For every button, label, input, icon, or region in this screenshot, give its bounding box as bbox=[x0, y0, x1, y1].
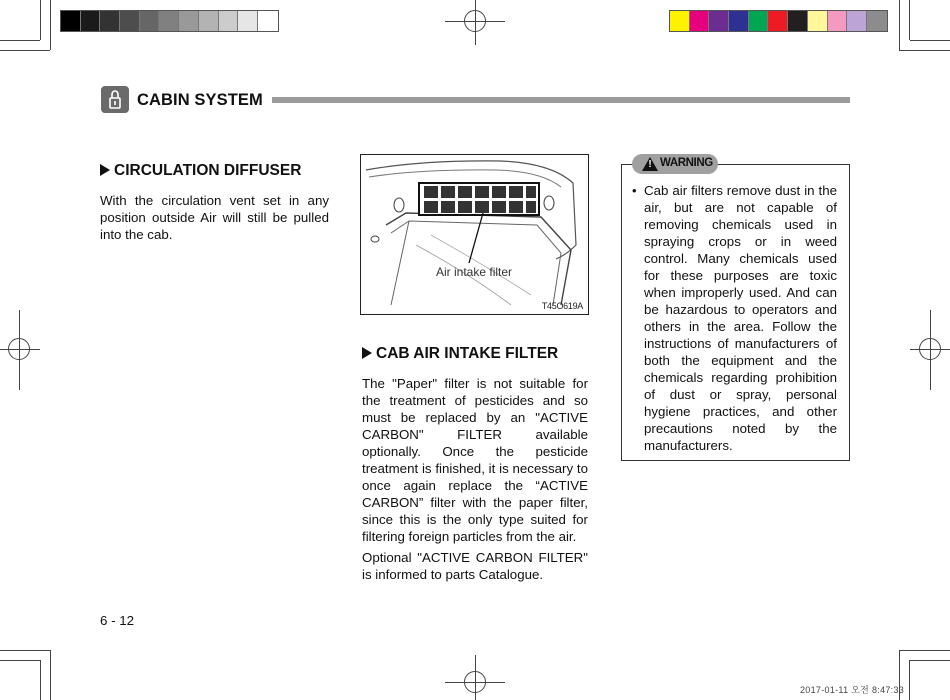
color-swatch bbox=[100, 11, 120, 31]
warning-tab: ! WARNING bbox=[632, 154, 718, 174]
figure-caption: Air intake filter bbox=[436, 265, 513, 279]
warning-text: Cab air filters remove dust in the air, but are not capable of removing chemicals used in spraying crops or in weed control. Many chemicals used for these purposes are toxic when improperly used. And can be hazardous to operators and others in the area. Follow the instructions of manufacturers of both the equipment and the chemicals regarding prohibition of dust or spray, personal hygiene practices, and other precautions noted by the manufacturers. bbox=[644, 183, 837, 453]
cab-air-intake-filter-text: The "Paper" filter is not suitable for the treatment of pesticides and so must be replaced by an "ACTIVE CARBON" FILTER available optionally. Once the pesticide treatment is finished, it is necessary to once again replace the “ACTIVE CARBON” filter with the paper filter, since this is the only type suited for filtering foreign particles from the air. Optional "ACTIVE CARBON FILTER" is informed to parts Catalogue. bbox=[362, 376, 588, 582]
triangle-bullet-icon bbox=[362, 347, 372, 359]
lock-icon bbox=[101, 86, 129, 113]
color-swatch bbox=[670, 11, 690, 31]
section-header bbox=[101, 86, 850, 114]
triangle-bullet-icon bbox=[100, 164, 110, 176]
color-swatch bbox=[768, 11, 788, 31]
color-swatch bbox=[867, 11, 887, 31]
air-intake-filter-figure bbox=[360, 154, 589, 315]
color-swatch bbox=[81, 11, 101, 31]
color-swatch bbox=[61, 11, 81, 31]
color-swatch bbox=[159, 11, 179, 31]
color-swatch bbox=[847, 11, 867, 31]
page-title: CABIN SYSTEM bbox=[137, 91, 263, 109]
circulation-diffuser-heading: CIRCULATION DIFFUSER bbox=[100, 162, 301, 180]
color-swatch bbox=[140, 11, 160, 31]
color-swatch bbox=[120, 11, 140, 31]
color-swatch bbox=[199, 11, 219, 31]
header-rule bbox=[272, 97, 850, 103]
cab-filter-illustration bbox=[361, 155, 587, 313]
color-swatch bbox=[690, 11, 710, 31]
color-swatch bbox=[828, 11, 848, 31]
color-swatch bbox=[729, 11, 749, 31]
bullet-icon: • bbox=[632, 183, 637, 198]
color-swatch bbox=[238, 11, 258, 31]
color-swatch bbox=[709, 11, 729, 31]
circulation-diffuser-text: With the circulation vent set in any position outside Air will still be pulled into the cab. bbox=[100, 193, 329, 242]
color-swatch bbox=[219, 11, 239, 31]
figure-code: T45O619A bbox=[541, 301, 583, 311]
color-swatch bbox=[808, 11, 828, 31]
warning-label: WARNING bbox=[660, 157, 713, 169]
cab-air-intake-filter-heading: CAB AIR INTAKE FILTER bbox=[362, 345, 558, 363]
color-swatch bbox=[788, 11, 808, 31]
color-swatch bbox=[749, 11, 769, 31]
color-swatch bbox=[179, 11, 199, 31]
cmyk-color-bar bbox=[669, 10, 888, 32]
color-swatch bbox=[258, 11, 278, 31]
gray-color-bar bbox=[60, 10, 279, 32]
page-number: 6 - 12 bbox=[100, 613, 135, 628]
print-timestamp: 2017-01-11 오전 8:47:33 bbox=[800, 685, 905, 695]
